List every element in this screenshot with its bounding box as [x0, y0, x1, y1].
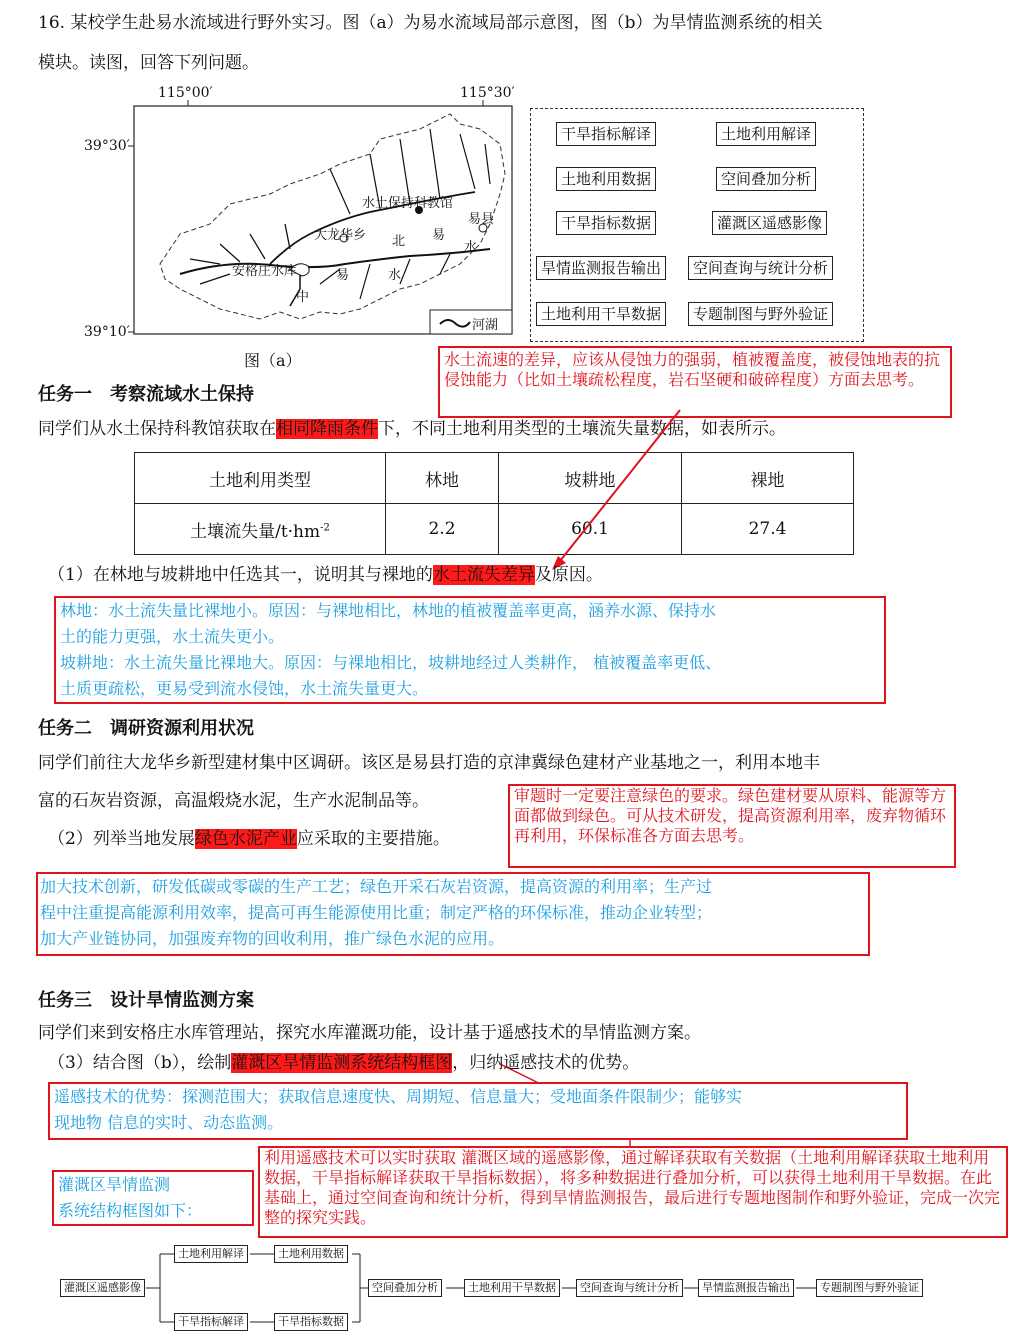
note-task1: 水土流速的差异，应该从侵蚀力的强弱，植被覆盖度，被侵蚀地表的抗侵蚀能力（比如土壤疏松程度，岩石坚硬和破碎程度）方面去思考。 — [438, 346, 952, 418]
map-lat-2: 39°10′ — [84, 324, 130, 340]
flow-overlay: 空间叠加分析 — [368, 1279, 442, 1297]
map-label-dalonghua: 大龙华乡 — [314, 228, 367, 243]
answer1-line: 林地：水土流失量比裸地小。原因：与裸地相比，林地的植被覆盖率更高，涵养水源、保持水 — [60, 601, 717, 620]
task1-text-a: 同学们从水土保持科教馆获取在 — [38, 419, 276, 439]
map-label-shui1: 水 — [464, 240, 478, 255]
answer-task3 — [48, 1082, 908, 1140]
task1-highlight: 相同降雨条件 — [276, 419, 378, 439]
task3-title: 任务三 设计旱情监测方案 — [38, 990, 254, 1011]
q1-text-b: 及原因。 — [534, 565, 603, 585]
answer1-line: 土质更疏松，更易受到流水侵蚀，水土流失量更大。 — [60, 679, 429, 698]
map-lon-2: 115°30′ — [460, 85, 515, 101]
q1-text-a: （1）在林地与坡耕地中任选其一，说明其与裸地的 — [48, 565, 433, 585]
row-label-text: 土壤流失量/t·hm — [190, 521, 321, 542]
task1-text-b: 下，不同土地利用类型的土壤流失量数据，如表所示。 — [378, 419, 786, 439]
answer2-line: 程中注重提高能源利用效率，提高可再生能源使用比重；制定严格的环保标准，推动企业转型； — [40, 903, 713, 922]
question-intro: 16. 某校学生赴易水流域进行野外实习。图（a）为易水流域局部示意图，图（b）为旱情监测系统的相关 — [38, 13, 823, 33]
flow-rs-image: 灌溉区遥感影像 — [60, 1279, 145, 1297]
flow-landuse-drought: 土地利用干旱数据 — [464, 1279, 560, 1297]
module-drought-data: 干旱指标数据 — [556, 211, 656, 235]
map-label-zhong: 中 — [296, 290, 310, 305]
map-label-shui2: 水 — [388, 268, 402, 283]
task3-text-1: 同学们来到安格庄水库管理站，探究水库灌溉功能，设计基于遥感技术的旱情监测方案。 — [38, 1023, 701, 1043]
flow-spatial-query: 空间查询与统计分析 — [576, 1279, 683, 1297]
answer1-line: 坡耕地：水土流失量比裸地大。原因：与裸地相比，坡耕地经过人类耕作， 植被覆盖率更低、 — [60, 653, 722, 672]
table-header: 裸地 — [682, 453, 854, 504]
module-drought-interp: 干旱指标解译 — [556, 122, 656, 146]
map-label-museum: 水土保持科教馆 — [362, 196, 454, 211]
q2-text-a: （2）列举当地发展 — [48, 829, 195, 849]
map-legend-label: 河湖 — [472, 318, 499, 333]
q3-text-b: ，归纳遥感技术的优势。 — [452, 1053, 640, 1073]
flow-report: 旱情监测报告输出 — [698, 1279, 794, 1297]
flow-mapping: 专题制图与野外验证 — [816, 1279, 923, 1297]
q3-text-a: （3）结合图（b），绘制 — [48, 1053, 232, 1073]
flow-label-line: 灌溉区旱情监测 — [58, 1175, 171, 1194]
flow-landuse-interp: 土地利用解译 — [174, 1245, 248, 1263]
flow-drought-interp: 干旱指标解译 — [174, 1313, 248, 1331]
task2-title: 任务二 调研资源利用状况 — [38, 718, 254, 739]
task2-text-2: 富的石灰岩资源，高温煅烧水泥，生产水泥制品等。 — [38, 791, 429, 811]
map-lat-1: 39°30′ — [84, 138, 130, 154]
map-caption: 图（a） — [244, 351, 302, 370]
module-landuse-data: 土地利用数据 — [556, 167, 656, 191]
module-overlay-analysis: 空间叠加分析 — [716, 167, 816, 191]
map-label-bei: 北 — [392, 234, 406, 249]
map-label-reservoir: 安格庄水库 — [232, 264, 298, 279]
flow-label-box — [52, 1170, 254, 1226]
question-1 — [48, 564, 603, 586]
table-cell: 27.4 — [682, 504, 854, 555]
answer1-line: 土的能力更强，水土流失更小。 — [60, 627, 285, 646]
question-2 — [48, 828, 450, 850]
q2-highlight: 绿色水泥产业 — [194, 829, 297, 849]
module-landuse-drought-data: 土地利用干旱数据 — [536, 302, 666, 326]
q2-text-b: 应采取的主要措施。 — [296, 829, 450, 849]
map-label-yi1: 易 — [432, 228, 446, 243]
answer2-line: 加大产业链协同，加强废弃物的回收利用，推广绿色水泥的应用。 — [40, 929, 505, 948]
map-label-yi2: 易 — [336, 268, 350, 283]
q1-highlight: 水土流失差异 — [432, 565, 535, 585]
answer3-line: 现地物 信息的实时、动态监测。 — [54, 1113, 284, 1132]
question-intro-2: 模块。读图，回答下列问题。 — [38, 53, 259, 73]
answer-task1 — [54, 596, 886, 704]
map-lon-1: 115°00′ — [158, 85, 213, 101]
question-3 — [48, 1052, 639, 1074]
table-header: 土地利用类型 — [135, 453, 386, 504]
table-header: 坡耕地 — [499, 453, 682, 504]
note-task2: 审题时一定要注意绿色的要求。绿色建材要从原料、能源等方面都做到绿色。可从技术研发，提高资源利用率，废弃物循环再利用，环保标准各方面去思考。 — [508, 784, 956, 868]
row-label-sup: -2 — [320, 521, 330, 533]
table-cell: 60.1 — [499, 504, 682, 555]
module-spatial-query: 空间查询与统计分析 — [688, 256, 833, 280]
module-report-output: 旱情监测报告输出 — [536, 256, 666, 280]
arrow-note1 — [556, 410, 680, 566]
task1-title: 任务一 考察流域水土保持 — [38, 384, 254, 405]
task2-text-1: 同学们前往大龙华乡新型建材集中区调研。该区是易县打造的京津冀绿色建材产业基地之一，利用本地丰 — [38, 753, 820, 773]
note-task3: 利用遥感技术可以实时获取 灌溉区域的遥感影像，通过解译获取有关数据（土地利用解译获取土地利用数据，干旱指标解译获取干旱指标数据），将多种数据进行叠加分析，可以获得土地利用干旱数据。在此基础上，通过空间查询和统计分析，得到旱情监测报告，最后进行专题地图制作和野外验证，完成一次完整的探究实践。 — [258, 1146, 1008, 1238]
answer2-line: 加大技术创新，研发低碳或零碳的生产工艺；绿色开采石灰岩资源，提高资源的利用率；生产过 — [40, 877, 713, 896]
flow-label-line: 系统结构框图如下： — [58, 1201, 203, 1220]
flow-landuse-data: 土地利用数据 — [274, 1245, 348, 1263]
table-cell: 2.2 — [386, 504, 499, 555]
module-landuse-interp: 土地利用解译 — [716, 122, 816, 146]
answer3-line: 遥感技术的优势：探测范围大；获取信息速度快、周期短、信息量大；受地面条件限制少；能够实 — [54, 1087, 743, 1106]
module-mapping-verification: 专题制图与野外验证 — [688, 302, 833, 326]
q3-highlight: 灌溉区旱情监测系统结构框图 — [231, 1053, 453, 1073]
module-rs-image: 灌溉区遥感影像 — [712, 211, 827, 235]
answer-task2 — [36, 872, 870, 956]
flow-drought-data: 干旱指标数据 — [274, 1313, 348, 1331]
map-label-yixian: 易县 — [468, 212, 495, 227]
table-header: 林地 — [386, 453, 499, 504]
